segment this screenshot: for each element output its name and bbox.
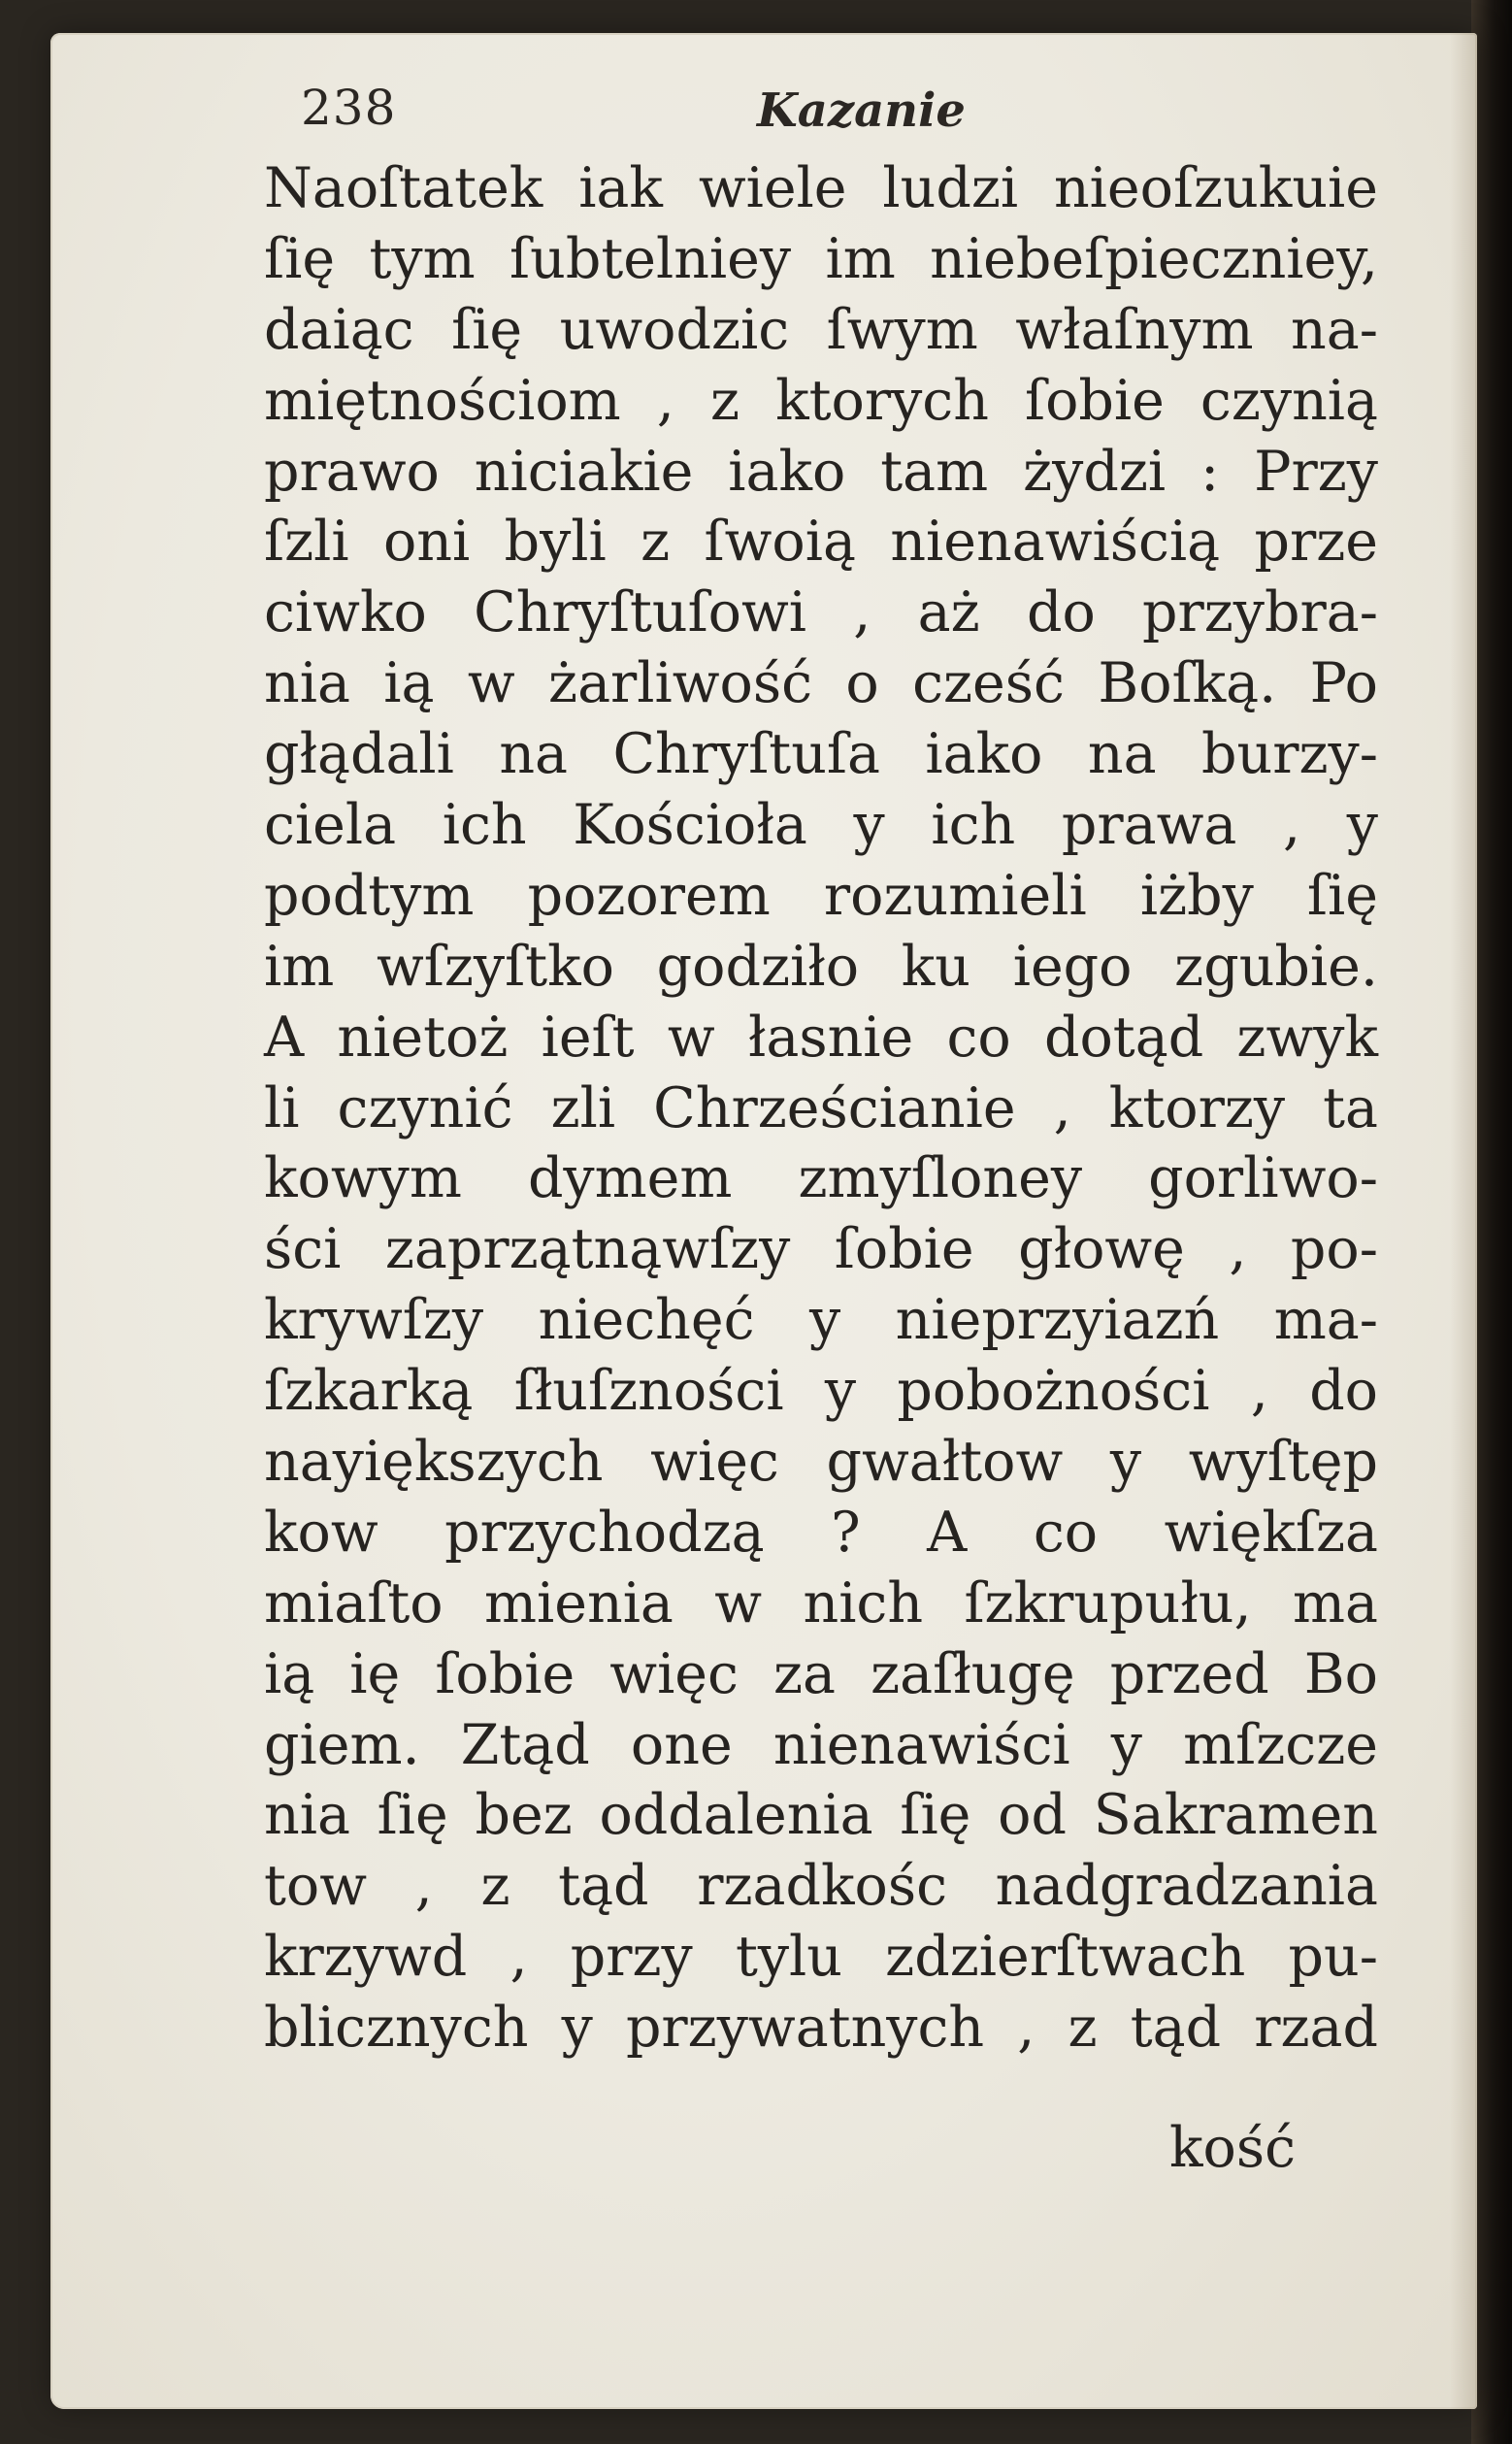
text-line: ſię tym ſubtelniey im niebeſpieczniey, (264, 226, 1378, 291)
text-line: giem. Ztąd one nienawiści y mſzcze (264, 1712, 1378, 1777)
text-line: ſzkarką ſłuſzności y pobożności , do (264, 1359, 1378, 1424)
text-line: głądali na Chryſtuſa iako na burzy- (264, 722, 1378, 787)
text-line: podtym pozorem rozumieli iżby ſię (264, 863, 1378, 928)
text-line: blicznych y przywatnych , z tąd rzad (264, 1996, 1378, 2061)
text-line: ści zaprzątnąwſzy ſobie głowę , po- (264, 1217, 1378, 1282)
text-line: im wſzyſtko godziło ku iego zgubie. (264, 934, 1378, 999)
page-number: 238 (301, 80, 397, 136)
text-line: li czynić zli Chrześcianie , ktorzy ta (264, 1075, 1378, 1140)
text-line: krywſzy niechęć y nieprzyiazń ma- (264, 1288, 1378, 1353)
text-line: kowym dymem zmyſloney gorliwo- (264, 1146, 1378, 1211)
text-line: nia ſię bez oddalenia ſię od Sakramen (264, 1783, 1378, 1848)
text-line: nayiększych więc gwałtow y wyſtęp (264, 1430, 1378, 1495)
text-line: miętnościom , z ktorych ſobie czynią (264, 368, 1378, 433)
text-line: ciela ich Kościoła y ich prawa , y (264, 793, 1378, 858)
text-line: nia ią w żarliwość o cześć Boſką. Po (264, 651, 1378, 716)
catchword: kość (1169, 2116, 1297, 2180)
text-line: kow przychodzą ? A co więkſza (264, 1500, 1378, 1565)
text-line: krzywd , przy tylu zdzierſtwach pu- (264, 1925, 1378, 1990)
body-text (264, 153, 1378, 2064)
text-line: miaſto mienia w nich ſzkrupułu, ma (264, 1570, 1378, 1635)
running-head: Kazanie (757, 83, 966, 138)
text-line: daiąc ſię uwodzic ſwym właſnym na- (264, 297, 1378, 362)
text-line: ſzli oni byli z ſwoią nienawiścią prze (264, 510, 1378, 575)
text-line: Naoſtatek iak wiele ludzi nieoſzukuie (264, 156, 1378, 220)
text-line: ciwko Chryſtuſowi , aż do przybra- (264, 580, 1378, 645)
text-line: ią ię ſobie więc za zaſługę przed Bo (264, 1641, 1378, 1706)
book-spine-shadow (1471, 0, 1512, 2444)
text-line: tow , z tąd rzadkośc nadgradzania (264, 1854, 1378, 1919)
text-line: prawo niciakie iako tam żydzi : Przy (264, 439, 1378, 504)
page-edge-shading (1450, 33, 1477, 2409)
text-line: A nietoż ieſt w łasnie co dotąd zwyk (264, 1005, 1378, 1070)
